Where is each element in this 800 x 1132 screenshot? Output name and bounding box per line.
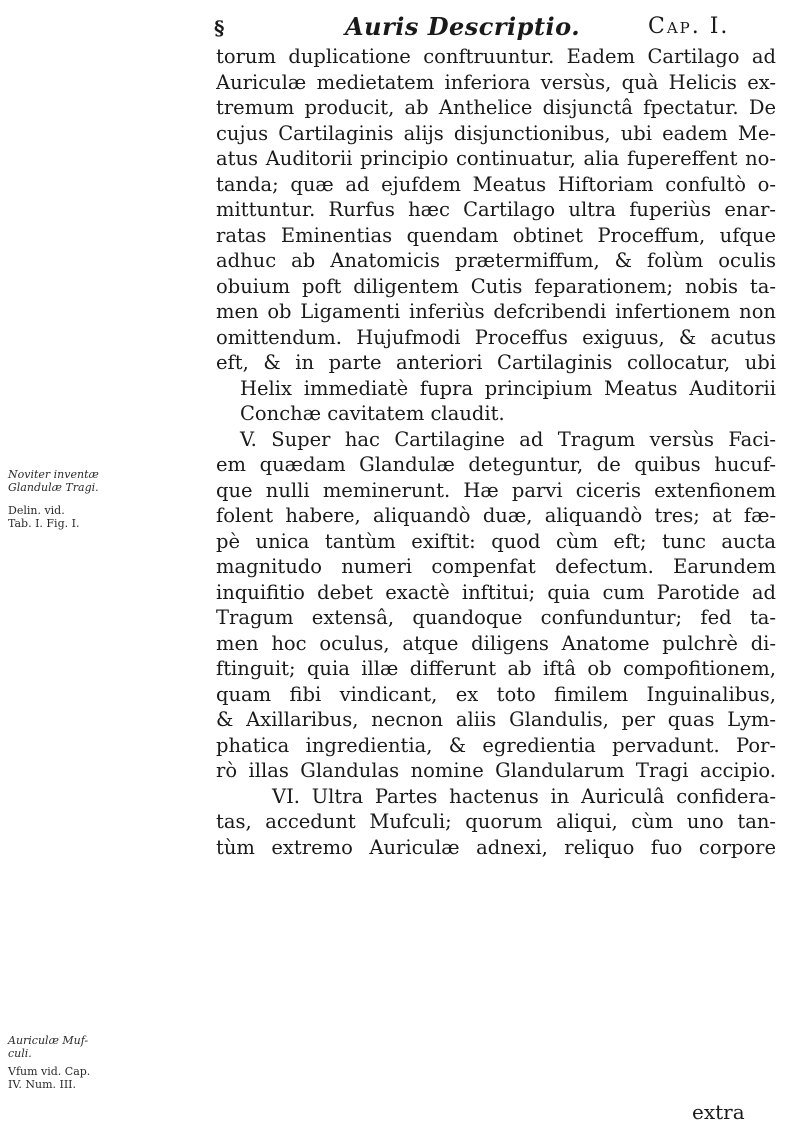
text-line: quam fibi vindicant, ex toto fimilem Inguinalibus, [216,682,776,706]
margin-note-glandulae [8,468,118,494]
text-line: Helix immediatè fupra principium Meatus Auditorii [240,376,776,400]
text-line: & Axillaribus, necnon aliis Glandulis, per quas Lym- [216,708,776,731]
margin-note-line: Tab. I. Fig. I. [8,517,80,530]
text-line: ftinguit; quia illæ differunt ab iftâ ob compofitionem, [216,657,776,680]
text-line: obuium poft diligentem Cutis feparationem; nobis ta- [216,274,776,298]
margin-note-delineation [8,504,118,530]
text-line: Auriculæ medietatem inferiora versùs, quà Helicis ex- [216,70,776,94]
text-line: tùm extremo Auriculæ adnexi, reliquo fuo corpore [216,835,776,859]
margin-note-line: Vfum vid. Cap. [8,1065,91,1078]
running-title: Auris Descriptio. [345,12,581,41]
text-line: men hoc oculus, atque diligens Anatome pulchrè di- [216,631,776,655]
page-mark: § [214,16,225,40]
text-line: pè unica tantùm exiftit: quod cùm eft; tunc aucta [216,529,776,553]
margin-note-line: IV. Num. III. [8,1078,77,1091]
text-line: magnitudo numeri compenfat defectum. Earundem [216,555,776,578]
margin-note-usus [8,1065,118,1091]
margin-note-line: Delin. vid. [8,504,65,517]
chapter-label: Cap. I. [648,14,730,39]
text-line: mittuntur. Rurfus hæc Cartilago ultra fuperiùs enar- [216,198,776,221]
text-line: atus Auditorii principio continuatur, alia fupereffent no- [216,147,776,170]
body-text [216,44,776,860]
text-line: Conchæ cavitatem claudit. [240,402,505,425]
text-line: que nulli meminerunt. Hæ parvi ciceris extenfionem [216,478,776,502]
text-line: Tragum extensâ, quandoque confunduntur; fed ta- [216,606,776,629]
text-line: omittendum. Hujufmodi Proceffus exiguus, & acutus [216,325,776,349]
text-line: torum duplicatione conftruuntur. Eadem Cartilago ad [216,45,776,68]
text-line: rò illas Glandulas nomine Glandularum Tragi accipio. [216,759,776,782]
text-line: eft, & in parte anteriori Cartilaginis collocatur, ubi [216,351,776,374]
text-line: phatica ingredientia, & egredientia pervadunt. Por- [216,733,776,757]
section-heading-v: V. Super hac Cartilagine ad Tragum versùs Faci- [240,427,776,451]
text-line: folent habere, aliquandò duæ, aliquandò tres; at fæ- [216,504,776,527]
text-line: adhuc ab Anatomicis prætermiffum, & folùm oculis [216,249,776,272]
text-line: tas, accedunt Mufculi; quorum aliqui, cùm uno tan- [216,810,776,833]
text-line: ratas Eminentias quendam obtinet Proceffum, ufque [216,223,776,247]
page-header [0,10,800,44]
text-line: em quædam Glandulæ deteguntur, de quibus hucuf- [216,453,776,476]
text-line: men ob Ligamenti inferiùs defcribendi infertionem non [216,300,776,323]
margin-note-line: culi. [8,1047,32,1060]
section-heading-vi: VI. Ultra Partes hactenus in Auriculâ confidera- [272,784,776,808]
catchword: extra [692,1100,745,1124]
margin-note-musculi [8,1034,118,1060]
margin-note-line: Glandulæ Tragi. [8,481,99,494]
text-line: inquifitio debet exactè inftitui; quia cum Parotide ad [216,580,776,604]
text-line: tremum producit, ab Anthelice disjunctâ fpectatur. De [216,96,776,119]
margin-note-line: Auriculæ Muf- [8,1034,89,1047]
margin-note-line: Noviter inventæ [8,468,99,481]
text-line: cujus Cartilaginis alijs disjunctionibus, ubi eadem Me- [216,121,776,145]
text-line: tanda; quæ ad ejufdem Meatus Hiftoriam confultò o- [216,172,776,196]
